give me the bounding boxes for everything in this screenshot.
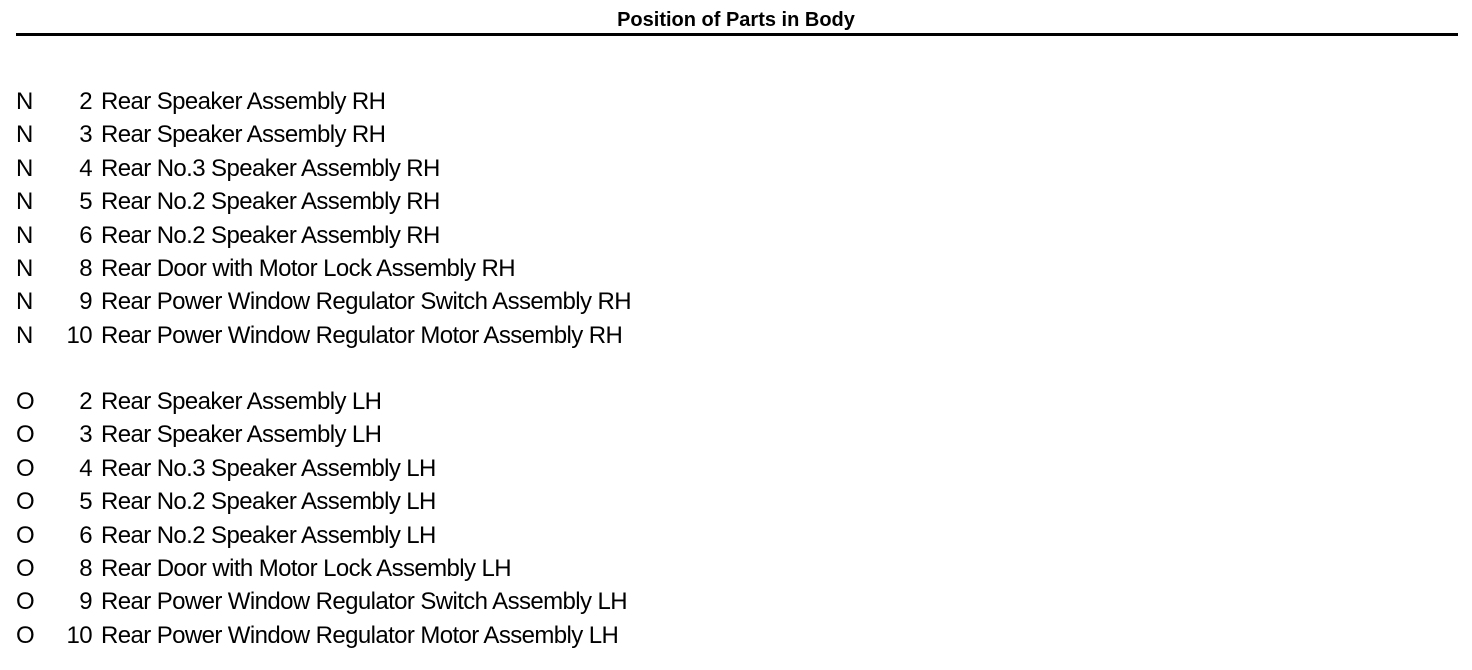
part-name: Rear No.2 Speaker Assembly LH — [101, 488, 436, 516]
part-name: Rear Power Window Regulator Switch Assembly RH — [101, 288, 631, 316]
part-name: Rear Speaker Assembly RH — [101, 121, 386, 149]
part-location-letter: O — [16, 454, 35, 482]
part-number: 2 — [79, 88, 92, 115]
part-number: 4 — [79, 154, 92, 182]
part-location-letter: O — [16, 554, 35, 582]
part-name: Rear Speaker Assembly LH — [101, 421, 382, 449]
part-name: Rear No.2 Speaker Assembly LH — [101, 521, 436, 549]
part-name: Rear No.3 Speaker Assembly LH — [101, 454, 436, 482]
part-location-letter: O — [16, 421, 35, 449]
page-title: Position of Parts in Body — [617, 9, 855, 31]
part-location-letter: O — [16, 488, 35, 516]
part-location-letter: N — [16, 121, 33, 149]
part-number: 2 — [79, 388, 92, 415]
part-number: 4 — [79, 454, 92, 482]
part-name: Rear Power Window Regulator Motor Assembly LH — [101, 621, 619, 649]
part-location-letter: N — [16, 188, 33, 216]
part-number: 6 — [79, 521, 92, 549]
part-number: 8 — [79, 554, 92, 582]
part-location-letter: O — [16, 621, 35, 649]
part-number: 3 — [79, 421, 92, 449]
part-number: 3 — [79, 121, 92, 149]
title-divider — [16, 33, 1458, 36]
part-name: Rear Door with Motor Lock Assembly LH — [101, 554, 511, 582]
part-location-letter: O — [16, 588, 35, 616]
part-location-letter: O — [16, 521, 35, 549]
part-location-letter: N — [16, 154, 33, 182]
part-location-letter: O — [16, 388, 35, 415]
part-location-letter: N — [16, 221, 33, 249]
part-number: 8 — [79, 254, 92, 282]
part-name: Rear Power Window Regulator Switch Assembly LH — [101, 588, 627, 616]
part-number: 5 — [79, 188, 92, 216]
part-number: 6 — [79, 221, 92, 249]
part-name: Rear Door with Motor Lock Assembly RH — [101, 254, 515, 282]
part-number: 10 — [66, 321, 92, 349]
part-location-letter: N — [16, 254, 33, 282]
part-number: 10 — [66, 621, 92, 649]
part-name: Rear No.2 Speaker Assembly RH — [101, 221, 440, 249]
part-name: Rear No.2 Speaker Assembly RH — [101, 188, 440, 216]
part-name: Rear Speaker Assembly RH — [101, 88, 386, 115]
part-number: 9 — [79, 588, 92, 616]
part-location-letter: N — [16, 321, 33, 349]
part-number: 9 — [79, 288, 92, 316]
part-number: 5 — [79, 488, 92, 516]
part-name: Rear No.3 Speaker Assembly RH — [101, 154, 440, 182]
part-name: Rear Speaker Assembly LH — [101, 388, 382, 415]
part-location-letter: N — [16, 88, 33, 115]
part-location-letter: N — [16, 288, 33, 316]
part-name: Rear Power Window Regulator Motor Assembly RH — [101, 321, 623, 349]
